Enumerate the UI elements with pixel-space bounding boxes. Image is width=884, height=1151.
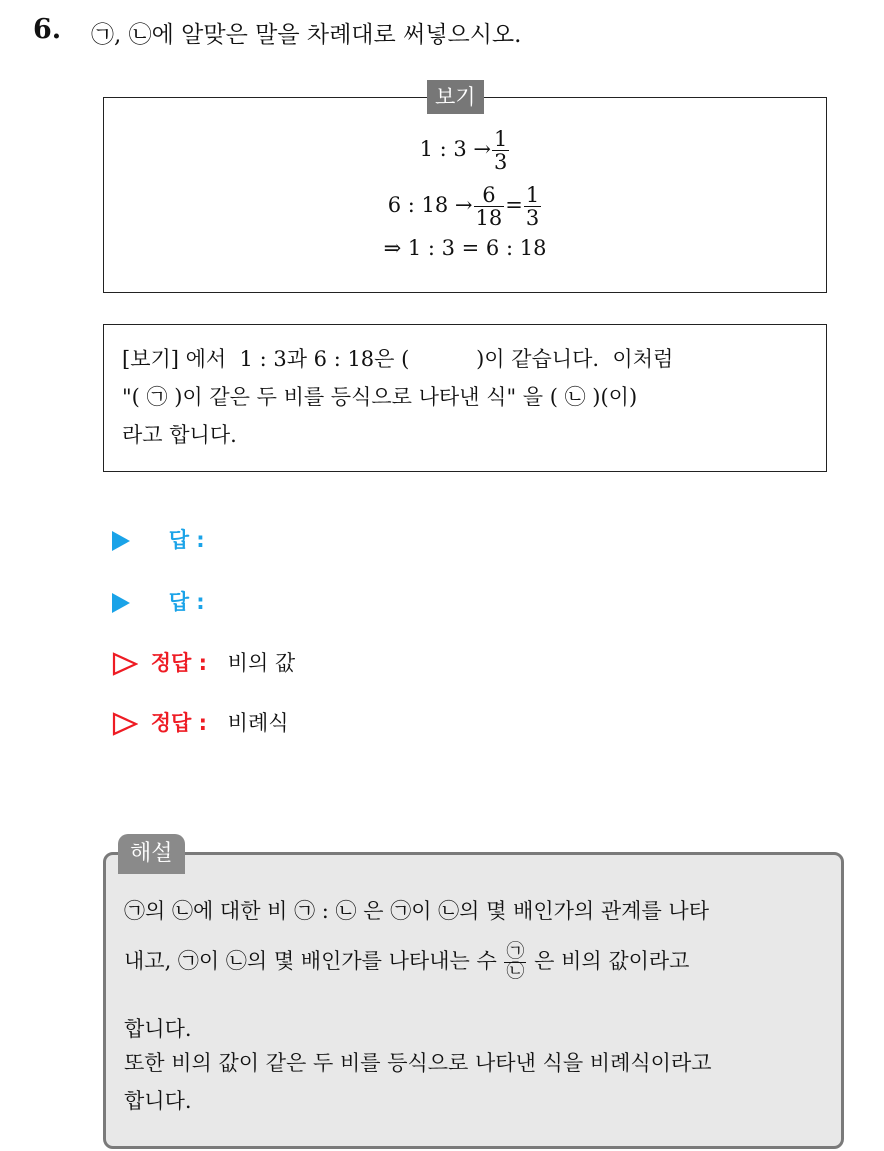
example-box bbox=[103, 97, 827, 293]
example-line-1: 1 : 3 → $\frac{1}{3}$ bbox=[419, 127, 508, 175]
correct-value: 비의 값 bbox=[227, 651, 296, 675]
explanation-box bbox=[103, 852, 844, 1149]
correct-row-1 bbox=[112, 647, 295, 677]
question-text: ㉠, ㉡에 알맞은 말을 차례대로 써넣으시오. bbox=[91, 22, 522, 48]
fraction: $\frac{1}{3}$ bbox=[525, 183, 540, 231]
correct-row-2 bbox=[112, 707, 289, 737]
answer-label: 답 : bbox=[168, 528, 205, 552]
explanation-line-2: 내고, ㉠이 ㉡의 몇 배인가를 나타내는 수 $\frac{㉠}{㉡}$ 은 비의 값이라고 bbox=[124, 941, 690, 982]
question-number: 6. bbox=[33, 14, 62, 45]
play-icon bbox=[112, 593, 130, 613]
problem-line-1: [보기] 에서 1 : 3과 6 : 18은 ( )이 같습니다. 이처럼 bbox=[122, 347, 674, 371]
fraction: $\frac{1}{3}$ bbox=[494, 127, 508, 175]
problem-line-3: 라고 합니다. bbox=[122, 423, 237, 447]
correct-value: 비례식 bbox=[227, 711, 289, 735]
correct-label: 정답 : bbox=[150, 711, 207, 735]
fraction: $\frac{6}{18}$ bbox=[475, 183, 503, 231]
answer-label: 답 : bbox=[168, 590, 205, 614]
explanation-line-5: 합니다. bbox=[124, 1089, 192, 1113]
play-outline-icon bbox=[112, 652, 138, 676]
example-line-3: ⇒ 1 : 3 = 6 : 18 bbox=[383, 236, 547, 260]
play-icon bbox=[112, 531, 130, 551]
fraction: $\frac{㉠}{㉡}$ bbox=[506, 941, 525, 982]
explanation-line-4: 또한 비의 값이 같은 두 비를 등식으로 나타낸 식을 비례식이라고 bbox=[124, 1051, 712, 1075]
example-line-2: 6 : 18 → $\frac{6}{18}$ = $\frac{1}{3}$ bbox=[387, 183, 540, 231]
play-outline-icon bbox=[112, 712, 138, 736]
problem-line-2: "( ㉠ )이 같은 두 비를 등식으로 나타낸 식" 을 ( ㉡ )(이) bbox=[122, 385, 638, 409]
explanation-tag: 해설 bbox=[118, 834, 185, 874]
answer-row-1 bbox=[112, 524, 205, 554]
explanation-line-3: 합니다. bbox=[124, 1017, 192, 1041]
explanation-line-1: ㉠의 ㉡에 대한 비 ㉠ : ㉡ 은 ㉠이 ㉡의 몇 배인가의 관계를 나타 bbox=[124, 899, 709, 923]
problem-box bbox=[103, 324, 827, 472]
answer-row-2 bbox=[112, 586, 205, 616]
example-tag: 보기 bbox=[427, 80, 484, 114]
correct-label: 정답 : bbox=[150, 651, 207, 675]
